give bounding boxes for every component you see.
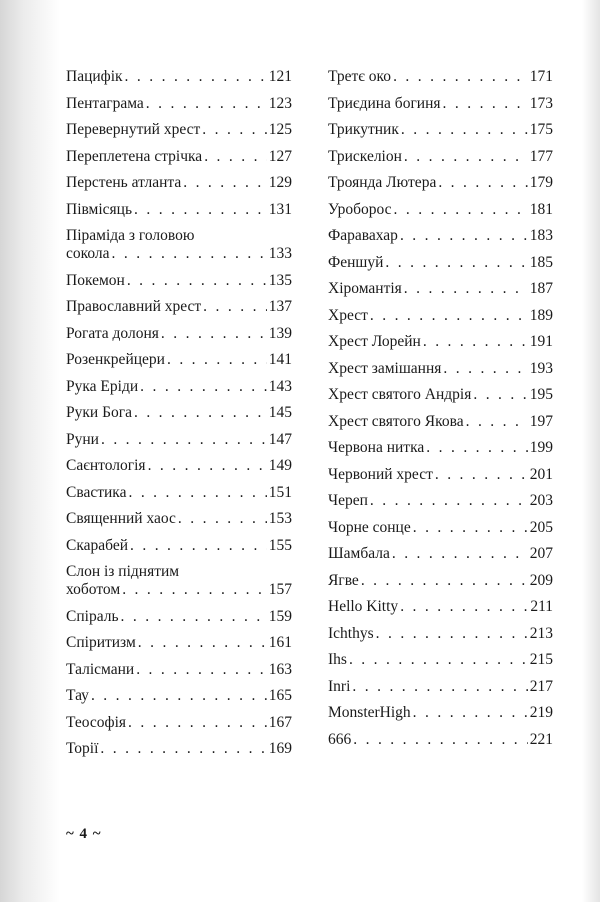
toc-entry [328, 386, 553, 404]
toc-entry-page: 129 [268, 174, 292, 191]
dot-leader [349, 651, 528, 669]
toc-entry [66, 563, 292, 599]
toc-entry-title: Переплетена стрічка [66, 147, 203, 165]
toc-entry-page: 201 [529, 465, 553, 483]
toc-entry-title: Священний хаос [66, 510, 176, 527]
toc-entry-title: Скарабей [66, 536, 128, 554]
toc-entry [328, 413, 553, 431]
toc-entry-title: 666 [328, 730, 352, 748]
toc-entry-title: Руни [66, 430, 99, 448]
toc-entry-title: Третє око [328, 68, 392, 85]
toc-entry [328, 545, 553, 563]
toc-entry-title: Спіритизм [66, 634, 136, 651]
toc-entry [328, 307, 553, 325]
toc-entry-page: 143 [268, 377, 292, 395]
toc-entry-title: Inri [328, 677, 351, 695]
dot-leader [423, 333, 528, 351]
dot-leader [473, 386, 527, 404]
toc-entry-title: Торії [66, 740, 99, 757]
toc-entry-page: 181 [529, 200, 553, 218]
toc-entry [328, 148, 553, 166]
toc-entry-title: Перевернутий хрест [66, 121, 201, 138]
toc-entry [66, 537, 292, 555]
toc-entry-title: Триєдина богиня [328, 94, 441, 112]
toc-entry-title: MonsterHigh [328, 704, 411, 721]
toc-entry [328, 95, 553, 113]
toc-entry [66, 608, 292, 626]
toc-entry [66, 95, 292, 113]
dot-leader [202, 121, 266, 139]
toc-entry-title: Хрест Лорейн [328, 333, 421, 350]
toc-entry-page: 199 [529, 439, 553, 456]
toc-entry [328, 519, 553, 537]
toc-entry [328, 572, 553, 590]
toc-entry-title: Троянда Лютера [328, 174, 437, 191]
toc-entry [328, 466, 553, 484]
dot-leader [443, 360, 527, 378]
toc-entry-title: Півмісяць [66, 200, 133, 218]
toc-entry-page: 189 [529, 306, 553, 324]
dot-leader [183, 174, 267, 192]
toc-entry-page: 217 [529, 677, 553, 695]
toc-entry [328, 625, 553, 643]
dot-leader [404, 148, 528, 166]
dot-leader [376, 625, 528, 643]
dot-leader [203, 298, 267, 316]
toc-entry-title: Покемон [66, 271, 125, 289]
page-number: ~ 4 ~ [66, 826, 102, 842]
toc-entry-page: 177 [529, 147, 553, 165]
toc-entry [66, 740, 292, 758]
toc-entry [66, 121, 292, 139]
toc-entry-page: 155 [268, 536, 292, 554]
toc-entry-title: Череп [328, 492, 368, 509]
toc-entry-page: 159 [268, 607, 292, 625]
toc-entry [66, 687, 292, 705]
toc-entry-page: 173 [529, 94, 553, 112]
dot-leader [204, 148, 267, 166]
toc-entry-page: 149 [268, 457, 292, 474]
dot-leader [178, 510, 267, 528]
toc-entry-page: 121 [268, 68, 292, 85]
dot-leader [134, 404, 267, 422]
dot-leader [128, 714, 267, 732]
toc-entry-title: Шамбала [328, 545, 390, 562]
toc-entry-title: Хрест святого Якова [328, 412, 464, 430]
toc-entry-title-continued: сокола [66, 245, 110, 262]
toc-entry-title: Перстень атланта [66, 174, 182, 191]
dot-leader [385, 254, 527, 272]
toc-entry [66, 325, 292, 343]
dot-leader [394, 201, 528, 219]
toc-column-left [66, 68, 292, 767]
toc-entry [66, 201, 292, 219]
dot-leader [435, 466, 528, 484]
toc-entry-title: Пентаграма [66, 94, 144, 112]
toc-entry-page: 175 [529, 121, 553, 138]
toc-entry-page: 207 [529, 545, 553, 562]
toc-entry-title: Ягве [328, 571, 359, 589]
toc-entry [66, 148, 292, 166]
toc-entry-page: 133 [268, 245, 292, 262]
dot-leader [370, 307, 528, 325]
dot-leader [353, 731, 528, 749]
dot-leader [400, 227, 528, 245]
dot-leader [393, 68, 528, 86]
toc-entry [328, 598, 553, 616]
dot-leader [140, 378, 267, 396]
toc-entry [66, 457, 292, 475]
toc-entry-page: 219 [529, 704, 553, 721]
dot-leader [392, 545, 528, 563]
toc-entry [66, 227, 292, 263]
toc-entry [66, 272, 292, 290]
toc-entry-page: 183 [529, 227, 553, 244]
dot-leader [125, 68, 267, 86]
dot-leader [161, 325, 267, 343]
toc-entry-page: 171 [529, 68, 553, 85]
toc-entry-page: 213 [529, 624, 553, 642]
toc-entry [328, 174, 553, 192]
toc-entry-title: Фаравахар [328, 227, 398, 244]
dot-leader [370, 492, 528, 510]
dot-leader [400, 598, 528, 616]
toc-entry-title: Ichthys [328, 624, 374, 642]
toc-entry-page: 123 [268, 94, 292, 112]
toc-entry-title: Феншуй [328, 253, 384, 271]
toc-entry-page: 163 [268, 660, 292, 678]
toc-entry-title: Спіраль [66, 607, 119, 625]
toc-entry [328, 731, 553, 749]
toc-entry-page: 127 [268, 147, 292, 165]
toc-entry-title: Ihs [328, 651, 347, 668]
toc-entry [66, 714, 292, 732]
toc-entry [328, 678, 553, 696]
toc-entry-page: 211 [530, 598, 553, 615]
toc-entry-title: Червона нитка [328, 439, 425, 456]
toc-entry [66, 68, 292, 86]
toc-entry-title: Рука Еріди [66, 377, 139, 395]
toc-entry-title: Трискеліон [328, 147, 402, 165]
toc-entry [328, 201, 553, 219]
toc-entry-page: 147 [268, 430, 292, 448]
toc-entry [328, 492, 553, 510]
toc-entry-page: 179 [529, 174, 553, 191]
toc-entry-title: Хрест [328, 306, 368, 324]
toc-entry [66, 510, 292, 528]
toc-entry [328, 360, 553, 378]
dot-leader [413, 519, 528, 537]
page-edge-shadow-right [582, 0, 600, 902]
toc-entry-page: 191 [529, 333, 553, 350]
page-edge-shadow [0, 0, 60, 902]
toc-entry-page: 221 [529, 730, 553, 748]
dot-leader [91, 687, 267, 705]
dot-leader [138, 634, 267, 652]
dot-leader [466, 413, 528, 431]
toc-entry-page: 161 [268, 634, 292, 651]
toc-entry-title: Руки Бога [66, 404, 132, 421]
toc-entry-page: 145 [268, 404, 292, 421]
toc-entry-page: 187 [529, 280, 553, 297]
toc-entry-page: 169 [268, 740, 292, 757]
toc-entry [328, 121, 553, 139]
toc-entry-title-continued: хоботом [66, 581, 121, 598]
toc-entry [66, 484, 292, 502]
toc-entry-title: Теософія [66, 713, 127, 731]
toc-column-right [328, 68, 553, 757]
toc-entry-title: Саєнтологія [66, 457, 146, 474]
toc-entry-title: Хрест святого Андрія [328, 386, 472, 403]
toc-entry-page: 125 [268, 121, 292, 138]
toc-entry [66, 634, 292, 652]
dot-leader [128, 484, 266, 502]
dot-leader [146, 95, 267, 113]
dot-leader [136, 661, 267, 679]
toc-entry-title: Православний хрест [66, 298, 202, 315]
toc-entry-page: 165 [268, 687, 292, 704]
toc-entry-page: 167 [268, 713, 292, 731]
toc-entry-page: 205 [529, 518, 553, 536]
dot-leader [122, 581, 267, 599]
toc-entry-title: Талісмани [66, 660, 135, 678]
toc-entry-title: Hello Kitty [328, 598, 399, 615]
toc-entry [328, 704, 553, 722]
dot-leader [100, 740, 266, 758]
toc-entry-title: Свастика [66, 483, 127, 501]
toc-entry [66, 661, 292, 679]
toc-entry-title: Уроборос [328, 200, 392, 218]
dot-leader [443, 95, 528, 113]
dot-leader [401, 121, 528, 139]
toc-entry-title: Піраміда з головою [66, 227, 195, 244]
dot-leader [112, 245, 267, 263]
toc-entry-page: 139 [268, 324, 292, 342]
dot-leader [352, 678, 527, 696]
dot-leader [130, 537, 267, 555]
dot-leader [127, 272, 267, 290]
toc-entry-title: Рогата долоня [66, 324, 159, 342]
dot-leader [404, 280, 528, 298]
toc-entry [328, 227, 553, 245]
toc-entry [66, 174, 292, 192]
toc-entry [328, 254, 553, 272]
toc-entry [328, 68, 553, 86]
toc-entry-page: 151 [268, 483, 292, 501]
toc-entry-page: 131 [268, 200, 292, 218]
toc-entry-page: 153 [268, 510, 292, 527]
toc-entry-page: 197 [529, 412, 553, 430]
toc-entry-title: Розенкрейцери [66, 351, 165, 368]
toc-entry-page: 157 [268, 581, 292, 598]
dot-leader [426, 439, 527, 457]
toc-entry-page: 203 [529, 492, 553, 509]
toc-entry-title: Хіромантія [328, 280, 402, 297]
toc-entry [66, 431, 292, 449]
toc-entry-title: Слон із піднятим [66, 563, 180, 580]
dot-leader [121, 608, 267, 626]
toc-entry-page: 135 [268, 271, 292, 289]
dot-leader [438, 174, 527, 192]
toc-entry [66, 378, 292, 396]
toc-entry-title: Чорне сонце [328, 518, 411, 536]
toc-entry [328, 651, 553, 669]
toc-entry-title: Трикутник [328, 121, 399, 138]
toc-entry-title: Червоний хрест [328, 465, 433, 483]
toc-entry-page: 137 [268, 298, 292, 315]
toc-entry [66, 298, 292, 316]
toc-entry-title: Пацифік [66, 68, 123, 85]
toc-entry [66, 351, 292, 369]
dot-leader [148, 457, 267, 475]
dot-leader [167, 351, 267, 369]
toc-entry [328, 333, 553, 351]
toc-entry-page: 185 [529, 253, 553, 271]
toc-entry-page: 209 [529, 571, 553, 589]
toc-entry-page: 215 [529, 651, 553, 668]
toc-entry-page: 195 [529, 386, 553, 403]
toc-entry-title: Хрест замішання [328, 359, 442, 377]
dot-leader [134, 201, 267, 219]
toc-entry [328, 439, 553, 457]
toc-entry-title: Тау [66, 687, 89, 704]
dot-leader [361, 572, 528, 590]
toc-entry [328, 280, 553, 298]
toc-entry-page: 193 [529, 359, 553, 377]
toc-entry-page: 141 [268, 351, 292, 368]
toc-entry [66, 404, 292, 422]
dot-leader [101, 431, 267, 449]
dot-leader [413, 704, 528, 722]
